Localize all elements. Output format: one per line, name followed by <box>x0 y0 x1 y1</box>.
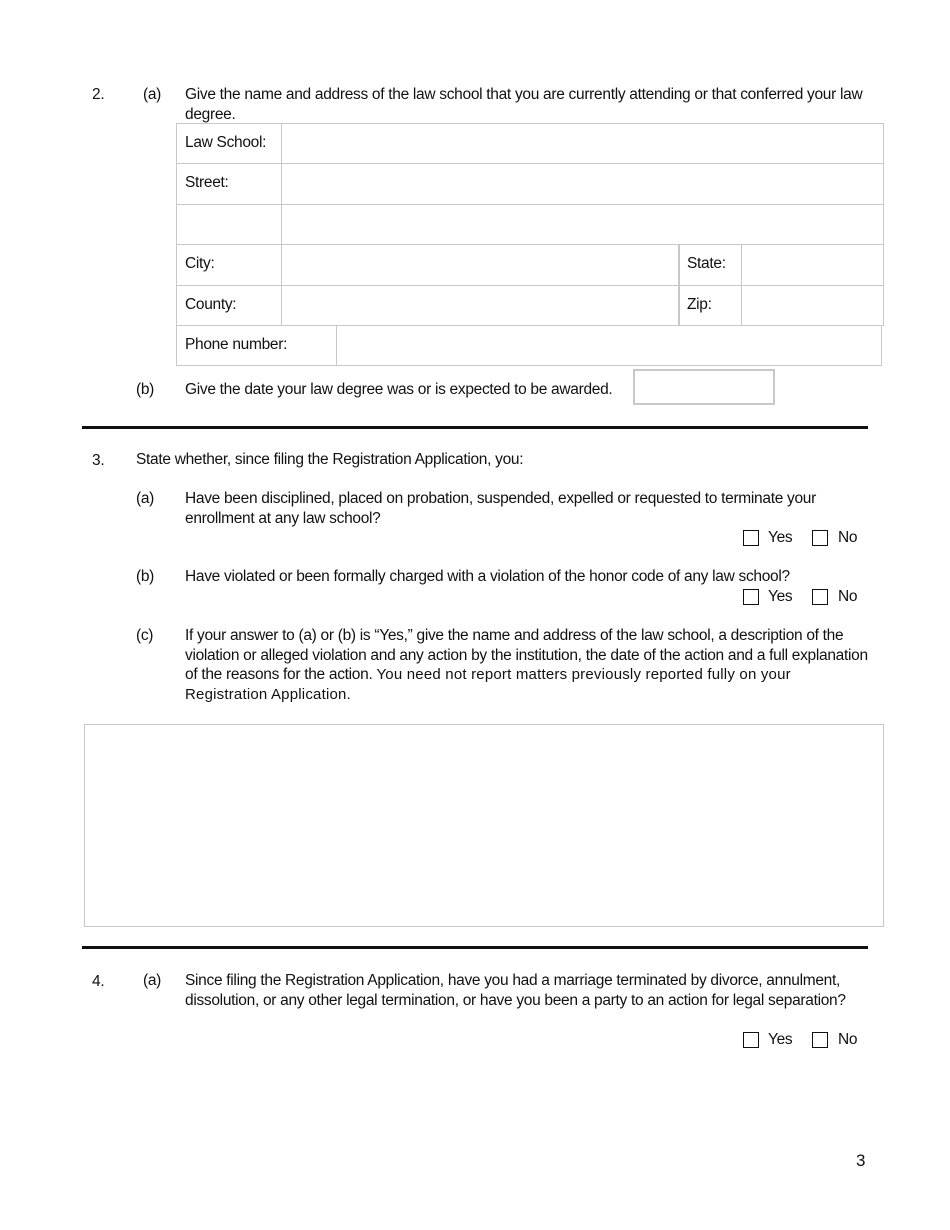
q2b-text: Give the date your law degree was or is expected to be awarded. <box>185 381 613 398</box>
q4a-no-label: No <box>838 1031 858 1048</box>
degree-date-input[interactable] <box>633 369 775 405</box>
q2a-letter: (a) <box>143 86 162 103</box>
q4a-yes-checkbox[interactable] <box>743 1032 759 1048</box>
q3a-yes-checkbox[interactable] <box>743 530 759 546</box>
state-input[interactable] <box>741 244 884 286</box>
q3c-block <box>185 626 870 704</box>
state-label: State: <box>687 255 726 272</box>
zip-label-cell <box>679 285 742 326</box>
q3a-no-label: No <box>838 529 858 546</box>
q3b-no-checkbox[interactable] <box>812 589 828 605</box>
zip-label: Zip: <box>687 296 712 313</box>
q3-intro: State whether, since filing the Registration Application, you: <box>136 451 524 468</box>
city-input[interactable] <box>281 244 679 286</box>
county-label-cell <box>176 285 282 326</box>
q4-number: 4. <box>92 973 105 990</box>
phone-label-cell <box>176 325 337 366</box>
q4a-no-checkbox[interactable] <box>812 1032 828 1048</box>
q3b-yes-label: Yes <box>768 588 793 605</box>
street-label-cell <box>176 163 282 205</box>
q3a-no-checkbox[interactable] <box>812 530 828 546</box>
q3-number: 3. <box>92 452 105 469</box>
q4a-text: Since filing the Registration Application, have you had a marriage terminated by divorce, annulment, dissolution, or any other legal termination, or have you been a party to an action for legal separation? <box>185 972 846 1009</box>
street-line2-input[interactable] <box>281 204 884 245</box>
county-label: County: <box>185 296 237 313</box>
page-number: 3 <box>856 1151 866 1170</box>
law-school-label: Law School: <box>185 134 267 151</box>
q3a-yes-label: Yes <box>768 529 793 546</box>
state-label-cell <box>679 244 742 286</box>
street-line2-label-cell <box>176 204 282 245</box>
zip-input[interactable] <box>741 285 884 326</box>
q4a-letter: (a) <box>143 972 162 989</box>
q3a-text: Have been disciplined, placed on probation, suspended, expelled or requested to terminate your enrollment at any law school? <box>185 490 816 527</box>
q4a-yes-label: Yes <box>768 1031 793 1048</box>
q3b-text: Have violated or been formally charged with a violation of the honor code of any law school? <box>185 568 790 585</box>
street-input[interactable] <box>281 163 884 205</box>
q3c-explanation-textarea[interactable] <box>84 724 884 927</box>
phone-input[interactable] <box>336 325 882 366</box>
section-divider <box>82 946 868 949</box>
street-label: Street: <box>185 174 229 191</box>
q3c-letter: (c) <box>136 627 154 644</box>
q3c-note: You need not report matters previously reported fully on your Registration Application. <box>185 666 791 703</box>
law-school-label-cell <box>176 123 282 164</box>
city-label: City: <box>185 255 215 272</box>
q2b-letter: (b) <box>136 381 155 398</box>
law-school-input[interactable] <box>281 123 884 164</box>
q2a-text: Give the name and address of the law school that you are currently attending or that conferred your law degree. <box>185 86 863 123</box>
section-divider <box>82 426 868 429</box>
q3b-yes-checkbox[interactable] <box>743 589 759 605</box>
city-label-cell <box>176 244 282 286</box>
county-input[interactable] <box>281 285 679 326</box>
q3c-text: If your answer to (a) or (b) is “Yes,” give the name and address of the law school, a description of the violation or alleged violation and any action by the institution, the date of the action and a full explanation of the reasons for the action. <box>185 627 868 683</box>
q3a-letter: (a) <box>136 490 155 507</box>
phone-label: Phone number: <box>185 336 288 353</box>
q2-number: 2. <box>92 86 105 103</box>
q3b-no-label: No <box>838 588 858 605</box>
q3b-letter: (b) <box>136 568 155 585</box>
